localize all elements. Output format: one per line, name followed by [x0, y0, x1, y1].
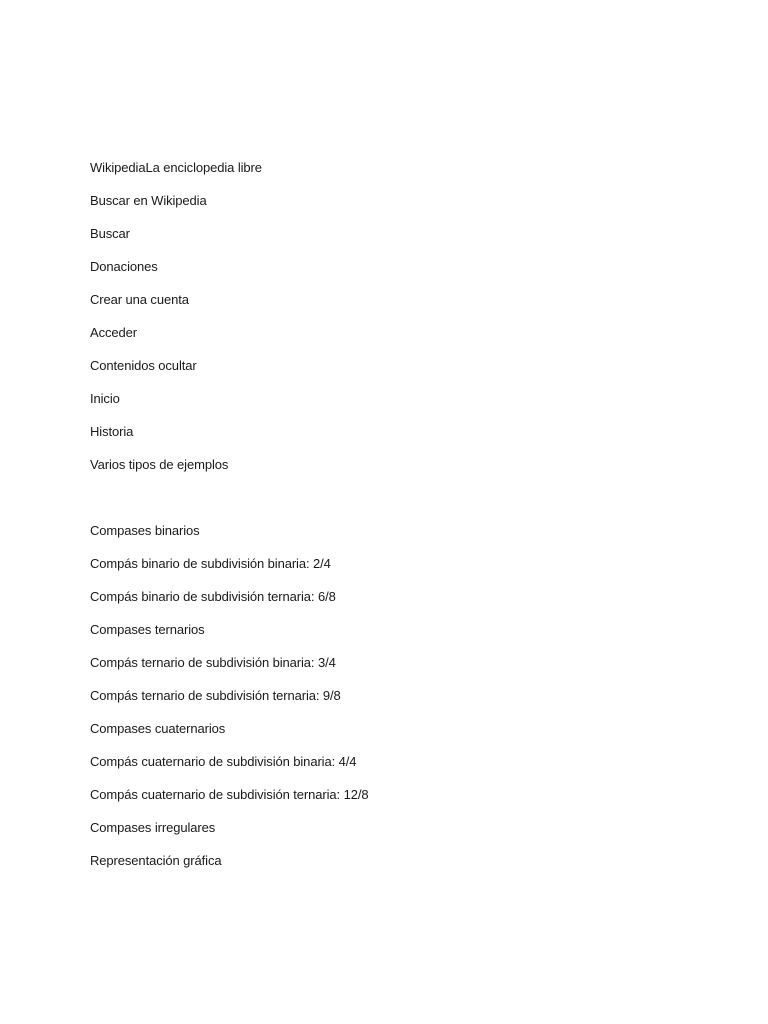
contents-item-ternario-9-8: Compás ternario de subdivisión ternaria: 9/8: [90, 688, 341, 703]
donations-line: Donaciones: [90, 259, 158, 274]
contents-item-inicio: Inicio: [90, 391, 120, 406]
contents-item-historia: Historia: [90, 424, 134, 439]
contents-item-ejemplos: Varios tipos de ejemplos: [90, 457, 229, 472]
contents-item-cuaternario-4-4: Compás cuaternario de subdivisión binaria: 4/4: [90, 754, 357, 769]
login-line: Acceder: [90, 325, 137, 340]
contents-item-cuaternario-12-8: Compás cuaternario de subdivisión ternaria: 12/8: [90, 787, 369, 802]
document-body: [90, 158, 710, 884]
contents-heading-line: Contenidos ocultar: [90, 358, 197, 373]
create-account-line: Crear una cuenta: [90, 292, 189, 307]
contents-item-ternario-3-4: Compás ternario de subdivisión binaria: 3/4: [90, 655, 336, 670]
contents-item-cuaternarios: Compases cuaternarios: [90, 721, 226, 736]
search-button-line: Buscar: [90, 226, 130, 241]
search-label-line: Buscar en Wikipedia: [90, 193, 207, 208]
contents-item-representacion: Representación gráfica: [90, 853, 222, 868]
contents-item-binario-6-8: Compás binario de subdivisión ternaria: 6/8: [90, 589, 336, 604]
contents-item-irregulares: Compases irregulares: [90, 820, 216, 835]
contents-item-ternarios: Compases ternarios: [90, 622, 205, 637]
site-title-line: WikipediaLa enciclopedia libre: [90, 160, 262, 175]
contents-item-binarios: Compases binarios: [90, 523, 200, 538]
contents-item-binario-2-4: Compás binario de subdivisión binaria: 2/4: [90, 556, 331, 571]
blank-line: [90, 488, 710, 521]
